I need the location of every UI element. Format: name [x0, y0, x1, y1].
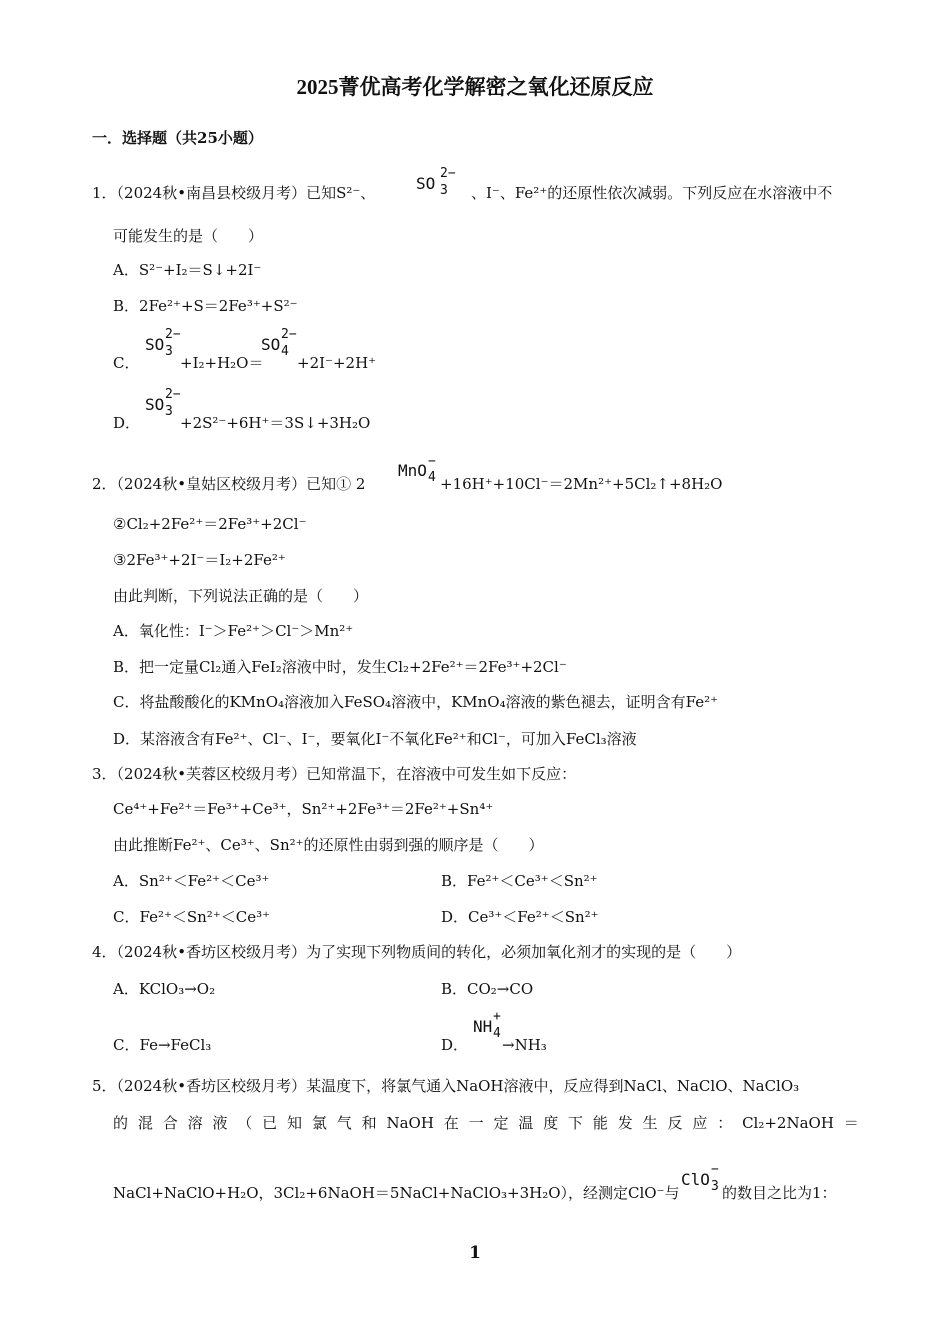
q3-option-b: B．Fe²⁺＜Ce³⁺＜Sn²⁺	[441, 872, 598, 890]
q1-option-d-so3-ion: SO 2− 3	[145, 387, 181, 419]
q4-option-a: A．KClO₃→O₂	[113, 980, 216, 998]
q4-option-c: C．Fe→FeCl₃	[113, 1036, 212, 1054]
q5-word: 定	[493, 1114, 509, 1132]
q3-stem: 3．（2024秋•芙蓉区校级月考）已知常温下，在溶液中可发生如下反应：	[92, 765, 577, 783]
q2-option-d: D．某溶液含有Fe²⁺、Cl⁻、I⁻，要氧化I⁻不氧化Fe²⁺和Cl⁻，可加入FeCl₃溶液	[113, 730, 637, 748]
q5-word: 发	[617, 1114, 633, 1132]
q2-mno4-ion: MnO − 4	[398, 454, 436, 485]
page-title: 2025菁优高考化学解密之氧化还原反应	[296, 75, 654, 99]
q1-option-c-label: C．	[113, 354, 140, 372]
q5-word: 能	[592, 1114, 608, 1132]
q5-word: 反	[667, 1114, 683, 1132]
q5-word: （	[237, 1114, 253, 1132]
q1-option-c-end: +2I⁻+2H⁺	[297, 354, 377, 372]
q5-word: 混	[137, 1114, 153, 1132]
q1-option-c-so3-ion: SO 2− 3	[145, 327, 181, 359]
q1-option-c-mid: +I₂+H₂O＝	[180, 354, 264, 372]
q5-line-2	[113, 1113, 859, 1133]
q5-line-3b: 的数目之比为1：	[722, 1184, 837, 1202]
q5-line-3a: NaCl+NaClO+H₂O，3Cl₂+6NaOH＝5NaCl+NaClO₃+3H₂O），经测定ClO⁻与	[113, 1184, 680, 1202]
q2-ask: 由此判断，下列说法正确的是（ ）	[113, 587, 369, 605]
q4-option-d-nh4-ion: NH + 4	[473, 1009, 501, 1041]
q4-option-d-end: →NH₃	[502, 1036, 547, 1054]
q5-word: ：	[717, 1114, 733, 1132]
q5-word: 温	[518, 1114, 534, 1132]
q5-word: 氯	[311, 1114, 327, 1132]
q5-word: 应	[692, 1114, 708, 1132]
q2-stem-b: +16H⁺+10Cl⁻＝2Mn²⁺+5Cl₂↑+8H₂O	[440, 475, 723, 493]
q1-option-a: A．S²⁻+I₂＝S↓+2I⁻	[113, 261, 262, 279]
q2-option-c: C．将盐酸酸化的KMnO₄溶液加入FeSO₄溶液中，KMnO₄溶液的紫色褪去，证明含有Fe²⁺	[113, 693, 718, 711]
q4-stem: 4．（2024秋•香坊区校级月考）为了实现下列物质间的转化，必须加氧化剂才的实现的是（ ）	[92, 943, 742, 961]
q2-option-a: A．氧化性：I⁻＞Fe²⁺＞Cl⁻＞Mn²⁺	[113, 622, 354, 640]
q4-option-b: B．CO₂→CO	[441, 980, 534, 998]
q5-word: 生	[642, 1114, 658, 1132]
q2-stem-a: 2．（2024秋•皇姑区校级月考）已知① 2	[92, 475, 366, 493]
q2-equation-2: ②Cl₂+2Fe²⁺＝2Fe³⁺+2Cl⁻	[113, 515, 307, 533]
q5-word: 的	[113, 1114, 129, 1132]
q3-equation: Ce⁴⁺+Fe²⁺＝Fe³⁺+Ce³⁺，Sn²⁺+2Fe³⁺＝2Fe²⁺+Sn⁴⁺	[113, 800, 494, 818]
q3-option-a: A．Sn²⁺＜Fe²⁺＜Ce³⁺	[113, 872, 270, 890]
q3-option-c: C．Fe²⁺＜Sn²⁺＜Ce³⁺	[113, 908, 271, 926]
q5-line-1: 5．（2024秋•香坊区校级月考）某温度下，将氯气通入NaOH溶液中，反应得到NaCl、NaClO、NaClO₃	[92, 1077, 800, 1095]
q5-word: 合	[162, 1114, 178, 1132]
q1-stem-b: 、I⁻、Fe²⁺的还原性依次减弱。下列反应在水溶液中不	[471, 184, 833, 202]
q5-word: Cl₂+2NaOH	[742, 1114, 834, 1132]
q5-word: NaOH	[386, 1114, 434, 1132]
q1-stem-c: 可能发生的是（ ）	[113, 227, 264, 245]
q5-word: 一	[468, 1114, 484, 1132]
q3-option-d: D．Ce³⁺＜Fe²⁺＜Sn²⁺	[441, 908, 599, 926]
q3-ask: 由此推断Fe²⁺、Ce³⁺、Sn²⁺的还原性由弱到强的顺序是（ ）	[113, 836, 544, 854]
q1-option-b: B．2Fe²⁺+S＝2Fe³⁺+S²⁻	[113, 297, 298, 315]
q5-word: 下	[568, 1114, 584, 1132]
q4-option-d-label: D．	[441, 1036, 469, 1054]
q5-word: 和	[361, 1114, 377, 1132]
q2-equation-3: ③2Fe³⁺+2I⁻＝I₂+2Fe²⁺	[113, 551, 286, 569]
q2-option-b: B．把一定量Cl₂通入FeI₂溶液中时，发生Cl₂+2Fe²⁺＝2Fe³⁺+2Cl⁻	[113, 658, 567, 676]
page-number: 1	[469, 1243, 481, 1263]
q1-option-c-so4-ion: SO 2− 4	[261, 327, 297, 359]
section-heading: 一．选择题（共25小题）	[92, 129, 263, 147]
q1-stem-a: 1．（2024秋•南昌县校级月考）已知S²⁻、	[92, 184, 376, 202]
q5-word: 在	[443, 1114, 459, 1132]
q5-word: 气	[336, 1114, 352, 1132]
q5-word: 已	[262, 1114, 278, 1132]
q5-word: 溶	[187, 1114, 203, 1132]
q5-word: 知	[287, 1114, 303, 1132]
q5-word: 液	[212, 1114, 228, 1132]
q1-option-d-label: D．	[113, 414, 141, 432]
q5-clo3-ion: ClO − 3	[681, 1162, 719, 1194]
q5-word: ＝	[843, 1114, 859, 1132]
q5-word: 度	[543, 1114, 559, 1132]
q1-option-d-end: +2S²⁻+6H⁺＝3S↓+3H₂O	[180, 414, 371, 432]
q1-stem-so3-ion: SO 2− 3	[416, 166, 456, 198]
